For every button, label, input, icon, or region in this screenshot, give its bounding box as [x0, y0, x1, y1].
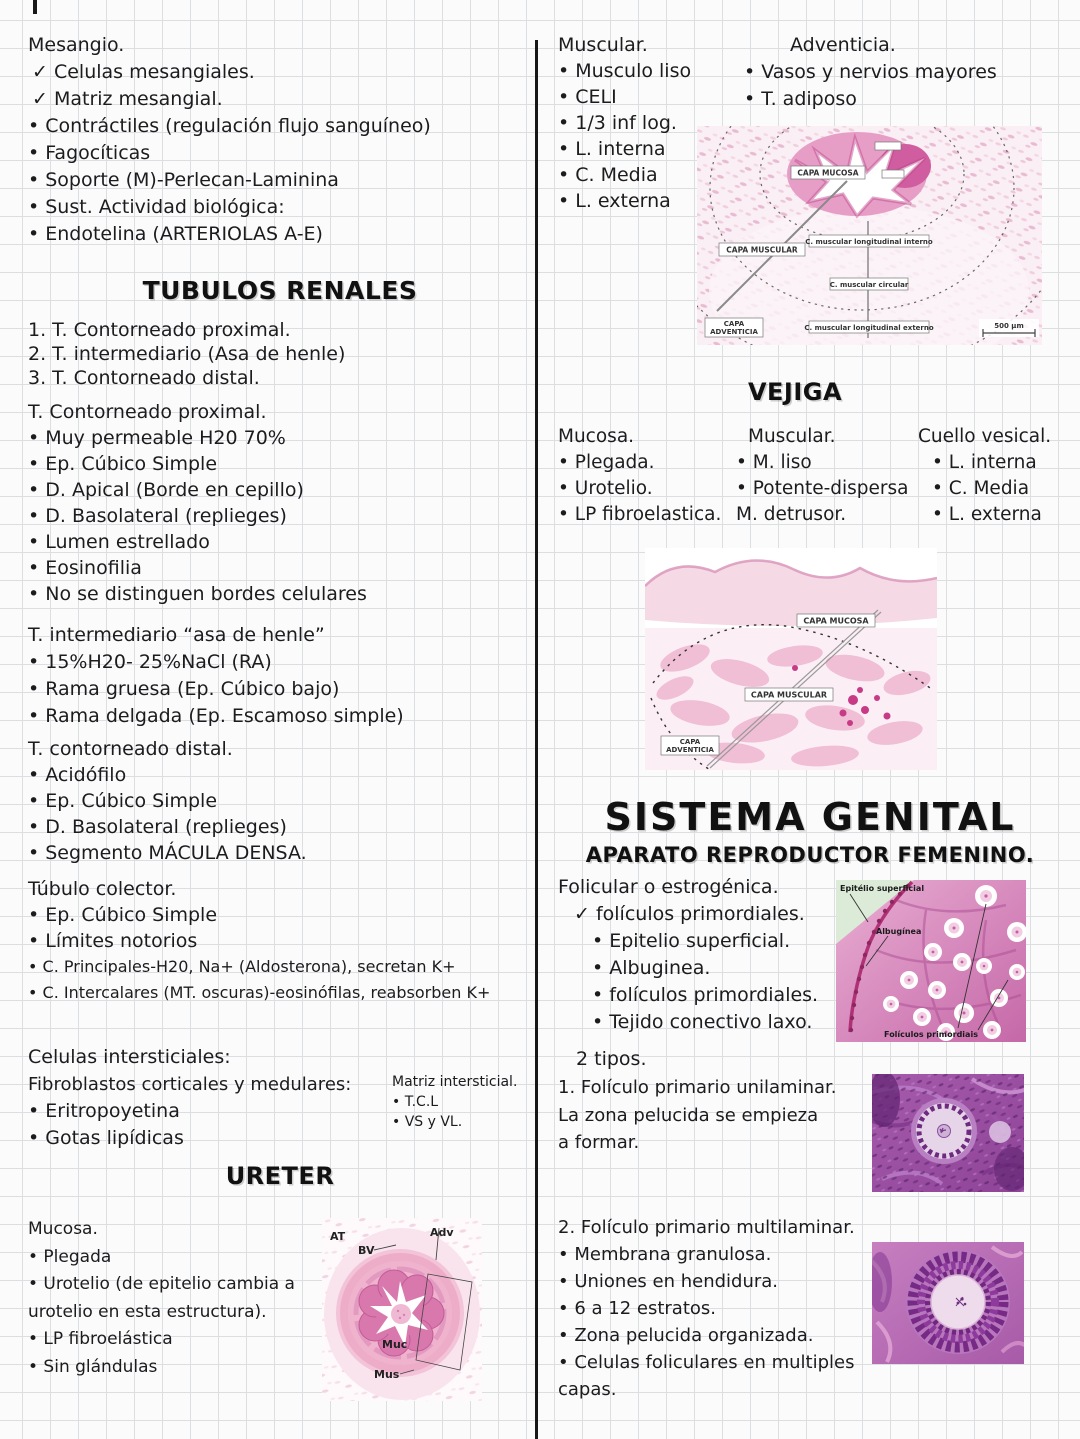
note-line: • folículos primordiales. — [592, 984, 819, 1006]
label-capa-adventicia-2: ADVENTICIA — [710, 328, 758, 336]
note-line: ✓ Celulas mesangiales. — [32, 61, 255, 83]
note-line: • L. interna — [558, 138, 666, 160]
note-line: • Lumen estrellado — [28, 531, 210, 553]
follicle-unilaminar-micrograph — [872, 1074, 1024, 1192]
note-line: • Celulas foliculares en multiples — [558, 1352, 855, 1373]
section-folicular — [558, 874, 818, 1036]
label-at: AT — [330, 1230, 346, 1243]
note-line: • Zona pelucida organizada. — [558, 1325, 814, 1346]
heading-ureter: URETER — [225, 1162, 335, 1190]
label-albuginea: Albugínea — [876, 927, 922, 936]
label-capa-mucosa: CAPA MUCOSA — [803, 616, 869, 626]
note-line: • Musculo liso — [558, 60, 692, 82]
note-line: ✓ folículos primordiales. — [574, 903, 805, 925]
section-dos-tipos — [576, 1046, 646, 1073]
note-line: • D. Apical (Borde en cepillo) — [28, 479, 304, 501]
note-line: • T.C.L — [392, 1094, 439, 1110]
section-foliculo-multilaminar — [558, 1214, 855, 1403]
note-line: • Vasos y nervios mayores — [744, 61, 997, 83]
note-line: • Eosinofilia — [28, 557, 142, 579]
note-line: • Plegada. — [558, 452, 655, 473]
note-line: • T. adiposo — [744, 88, 857, 110]
note-line: Cuello vesical. — [918, 426, 1052, 447]
note-line: • 15%H20- 25%NaCl (RA) — [28, 651, 272, 673]
section-contorneado-proximal — [28, 399, 367, 607]
note-line: 2. T. intermediario (Asa de henle) — [28, 343, 346, 365]
note-line: 1. Folículo primario unilaminar. — [558, 1077, 837, 1098]
stray-pen-mark — [33, 0, 37, 14]
label-scale-bar: 500 μm — [994, 322, 1024, 330]
note-line: • Fagocíticas — [28, 142, 151, 164]
note-line: Fibroblastos corticales y medulares: — [28, 1074, 352, 1095]
heading-aparato-reproductor: APARATO REPRODUCTOR FEMENINO. — [585, 843, 1035, 867]
note-line: Adventicia. — [790, 34, 896, 56]
label-capa-muscular: CAPA MUSCULAR — [750, 690, 828, 700]
note-line: • Eritropoyetina — [28, 1100, 180, 1122]
note-line: • Rama delgada (Ep. Escamoso simple) — [28, 705, 404, 727]
section-vejiga-mucosa — [558, 424, 721, 528]
section-matriz-note — [392, 1072, 517, 1132]
note-line: • Urotelio. — [558, 478, 653, 499]
label-capa-adventicia-1: CAPA — [723, 320, 745, 328]
label-capa-adventicia-1: CAPA — [679, 738, 701, 746]
note-line: • Urotelio (de epitelio cambia a — [28, 1274, 295, 1294]
note-line: capas. — [558, 1379, 617, 1400]
note-line: 1. T. Contorneado proximal. — [28, 319, 291, 341]
note-line: • CELI — [558, 86, 617, 108]
label-muscular-long-externo: C. muscular longitudinal externo — [804, 324, 934, 332]
note-line: • Contráctiles (regulación flujo sanguíneo) — [28, 115, 431, 137]
note-line: • Muy permeable H20 70% — [28, 427, 286, 449]
note-line: • LP fibroelástica — [28, 1329, 173, 1349]
section-mesangio — [28, 32, 431, 248]
note-line: T. contorneado distal. — [28, 738, 233, 760]
note-line: • L. externa — [932, 504, 1042, 525]
note-line: • Plegada — [28, 1246, 112, 1267]
note-line: • Sin glándulas — [28, 1356, 158, 1377]
note-line: Muscular. — [748, 426, 836, 447]
note-line: • C. Media — [558, 164, 658, 186]
note-line: • D. Basolateral (replieges) — [28, 816, 287, 838]
note-line: Matriz intersticial. — [392, 1074, 518, 1090]
bladder-wall-micrograph — [645, 548, 937, 770]
ovary-tissue — [836, 880, 1026, 1042]
note-line: • Rama gruesa (Ep. Cúbico bajo) — [28, 678, 340, 700]
note-line: • Potente-dispersa — [736, 478, 909, 499]
ovary-cortex-micrograph — [836, 880, 1026, 1042]
note-line: • D. Basolateral (replieges) — [28, 505, 287, 527]
heading-vejiga: VEJIGA — [747, 378, 843, 406]
note-line: • Tejido conectivo laxo. — [592, 1011, 813, 1033]
follicle2-tissue — [872, 1242, 1024, 1364]
heading-tubulos-renales: TUBULOS RENALES — [142, 276, 418, 305]
label-bv: BV — [358, 1244, 375, 1257]
section-ureter-muscular — [558, 32, 691, 214]
note-line: • 1/3 inf log. — [558, 112, 677, 134]
note-line: • Epitelio superficial. — [592, 930, 791, 952]
section-foliculo-unilaminar — [558, 1074, 836, 1157]
note-line: • VS y VL. — [392, 1114, 463, 1130]
note-line: • 6 a 12 estratos. — [558, 1298, 717, 1319]
section-tubulo-colector — [28, 876, 490, 1006]
note-line: • No se distinguen bordes celulares — [28, 583, 367, 605]
section-ureter-adventicia — [744, 32, 997, 113]
note-line: Mesangio. — [28, 34, 125, 56]
note-line: a formar. — [558, 1132, 640, 1153]
note-line: Folicular o estrogénica. — [558, 876, 779, 898]
note-line: • Ep. Cúbico Simple — [28, 453, 218, 475]
note-line: T. Contorneado proximal. — [28, 401, 267, 423]
note-line: • C. Media — [932, 478, 1030, 499]
heading-sistema-genital: SISTEMA GENITAL — [604, 795, 1016, 839]
column-divider-line — [535, 40, 538, 1439]
note-line: Mucosa. — [28, 1219, 98, 1239]
section-contorneado-distal — [28, 736, 307, 866]
note-line: • Membrana granulosa. — [558, 1244, 772, 1265]
note-line: Túbulo colector. — [28, 878, 177, 900]
note-line: • Ep. Cúbico Simple — [28, 790, 218, 812]
note-line: • C. Principales-H20, Na+ (Aldosterona), secretan K+ — [28, 957, 456, 976]
note-line: ✓ Matriz mesangial. — [32, 88, 223, 110]
ureter-cross-section-micrograph — [322, 1218, 482, 1401]
ureter-wall-micrograph — [697, 126, 1042, 345]
note-line: 2 tipos. — [576, 1048, 647, 1070]
note-line: • C. Intercalares (MT. oscuras)-eosinófilas, reabsorben K+ — [28, 983, 491, 1002]
note-line: • Sust. Actividad biológica: — [28, 196, 285, 218]
section-vejiga-cuello — [918, 424, 1051, 528]
note-line: urotelio en esta estructura). — [28, 1301, 267, 1322]
note-line: • Endotelina (ARTERIOLAS A-E) — [28, 223, 323, 245]
note-line: 3. T. Contorneado distal. — [28, 367, 260, 389]
section-celulas-intersticiales — [28, 1044, 351, 1152]
note-line: M. detrusor. — [736, 504, 847, 525]
label-capa-adventicia-2: ADVENTICIA — [666, 746, 714, 754]
section-asa-de-henle — [28, 622, 404, 730]
section-tubulos-list — [28, 318, 345, 390]
note-line: • Límites notorios — [28, 930, 198, 952]
note-line: • Segmento MÁCULA DENSA. — [28, 842, 307, 864]
note-line: Muscular. — [558, 34, 648, 56]
label-foliculos-primordiais: Folículos primordiais — [884, 1030, 978, 1039]
note-line: • Ep. Cúbico Simple — [28, 904, 218, 926]
note-line: La zona pelucida se empieza — [558, 1104, 819, 1126]
label-muscular-circular: C. muscular circular — [829, 281, 909, 289]
note-line: • Albuginea. — [592, 957, 711, 979]
note-line: • Gotas lipídicas — [28, 1127, 184, 1149]
label-capa-muscular: CAPA MUSCULAR — [726, 245, 798, 255]
note-line: • L. externa — [558, 190, 671, 212]
section-ureter-mucosa — [28, 1216, 295, 1381]
note-line: • M. liso — [736, 452, 812, 473]
note-line: 2. Folículo primario multilaminar. — [558, 1217, 855, 1238]
label-muscular-long-interno: C. muscular longitudinal interno — [805, 238, 933, 246]
label-mus: Mus — [374, 1368, 400, 1381]
ureter-cross-tissue — [322, 1218, 482, 1401]
note-line: Celulas intersticiales: — [28, 1046, 231, 1068]
note-line: • Soporte (M)-Perlecan-Laminina — [28, 169, 339, 191]
note-line: • LP fibroelastica. — [558, 504, 722, 525]
follicle-multilaminar-micrograph — [872, 1242, 1024, 1364]
label-epitelio-superficial: Epitélio superficial — [840, 884, 925, 893]
note-line: • Uniones en hendidura. — [558, 1271, 779, 1292]
note-line: • Acidófilo — [28, 764, 127, 786]
follicle1-tissue — [872, 1074, 1024, 1192]
label-adv: Adv — [430, 1226, 454, 1239]
label-capa-mucosa: CAPA MUCOSA — [797, 168, 859, 178]
section-vejiga-muscular — [736, 424, 909, 528]
note-line: Mucosa. — [558, 426, 635, 447]
note-line: T. intermediario “asa de henle” — [28, 624, 325, 646]
label-muc: Muc — [382, 1338, 408, 1351]
note-line: • L. interna — [932, 452, 1037, 473]
